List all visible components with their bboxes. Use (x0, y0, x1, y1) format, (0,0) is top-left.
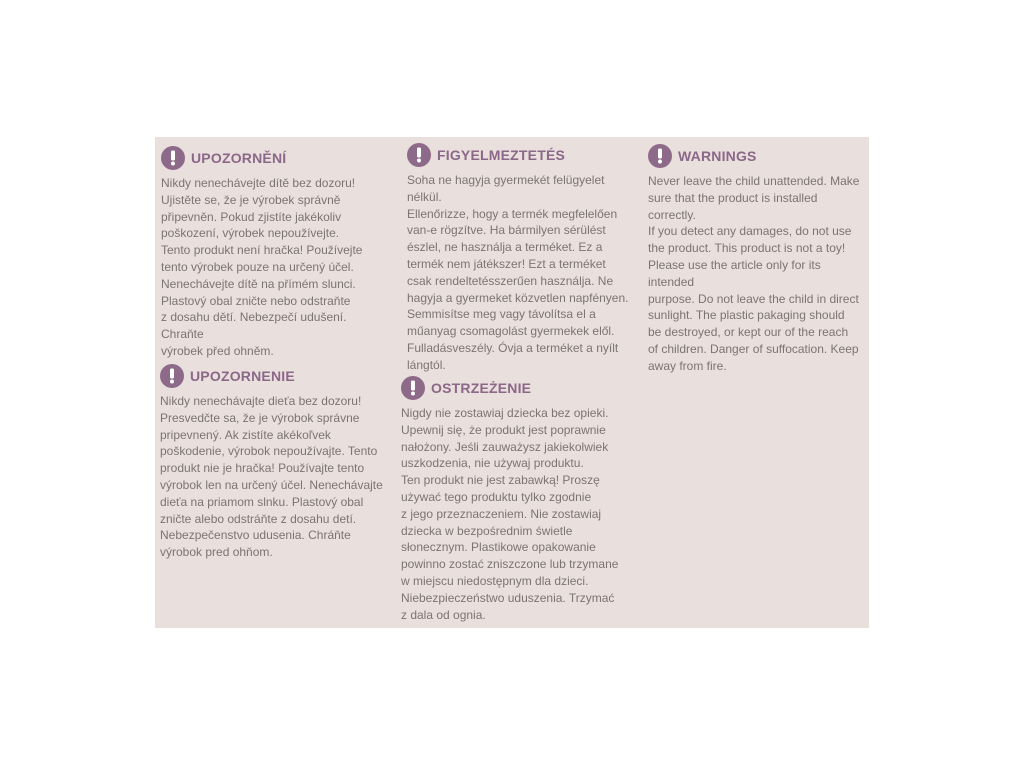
section-title: UPOZORNENIE (190, 368, 295, 384)
warnings-panel (155, 137, 869, 628)
warning-exclamation-icon (161, 146, 185, 170)
section-text: Nikdy nenechávejte dítě bez dozoru! Ujistěte se, že je výrobek správně připevněn. Pokud zjistíte jakékoliv poškození, výrobek nepoužívejte. Tento produkt není hračka! Používejte tento výrobek pouze na určený účel. Nenechávejte dítě na přímém slunci. Plastový obal zničte nebo odstraňte z dosahu dětí. Nebezpečí udušení. Chraňte výrobek před ohněm. (161, 176, 363, 358)
section-text: Never leave the child unattended. Make sure that the product is installed correctly. If you detect any damages, do not use the product. This product is not a toy! Please use the article only for its intended purpose. Do not leave the child in direct sunlight. The plastic pakaging should be destroyed, or kept our of the reach of children. Danger of suffocation. Keep away from fire. (648, 174, 860, 373)
section-title: UPOZORNĚNÍ (191, 150, 287, 166)
section-heading (161, 145, 386, 171)
warning-section-pl (401, 375, 626, 623)
section-title: OSTRZEŻENIE (431, 380, 532, 396)
section-heading (160, 363, 385, 389)
warning-section-en (648, 143, 866, 375)
warning-section-hu (407, 142, 632, 374)
section-heading (401, 375, 626, 401)
section-text: Nikdy nenechávajte dieťa bez dozoru! Presvedčte sa, že je výrobok správne pripevnený. Ak zistíte akékoľvek poškodenie, výrobok nepoužívajte. Tento produkt nie je hračka! Používajte tento výrobok len na určený účel. Nenechávajte dieťa na priamom slnku. Plastový obal zničte alebo odstráňte z dosahu detí. Nebezpečenstvo udusenia. Chráňte výrobok pred ohňom. (160, 394, 383, 560)
warning-section-cz (161, 145, 386, 360)
section-title: WARNINGS (678, 148, 757, 164)
section-text: Nigdy nie zostawiaj dziecka bez opieki. Upewnij się, że produkt jest poprawnie nałożony. Jeśli zauważysz jakiekolwiek uszkodzenia, nie używaj produktu. Ten produkt nie jest zabawką! Proszę używać tego produktu tylko zgodnie z jego przeznaczeniem. Nie zostawiaj dziecka w bezpośrednim świetle słonecznym. Plastikowe opakowanie powinno zostać zniszczone lub trzymane w miejscu niedostępnym dla dzieci. Niebezpieczeństwo uduszenia. Trzymać z dala od ognia. (401, 406, 619, 622)
section-title: FIGYELMEZTETÉS (437, 147, 566, 163)
section-text: Soha ne hagyja gyermekét felügyelet nélkül. Ellenőrizze, hogy a termék megfelelően van-e rögzítve. Ha bármilyen sérülést észlel, ne használja a terméket. Ez a termék nem játékszer! Ezt a terméket csak rendeltetésszerűen használja. Ne hagyja a gyermeket közvetlen napfényen. Semmisítse meg vagy távolítsa el a műanyag csomagolást gyermekek elől. Fulladásveszély. Óvja a terméket a nyílt lángtól. (407, 173, 629, 372)
warning-exclamation-icon (401, 376, 425, 400)
section-heading (407, 142, 632, 168)
warning-exclamation-icon (648, 144, 672, 168)
section-heading (648, 143, 866, 169)
warning-section-sk (160, 363, 385, 561)
warning-exclamation-icon (160, 364, 184, 388)
warning-exclamation-icon (407, 143, 431, 167)
